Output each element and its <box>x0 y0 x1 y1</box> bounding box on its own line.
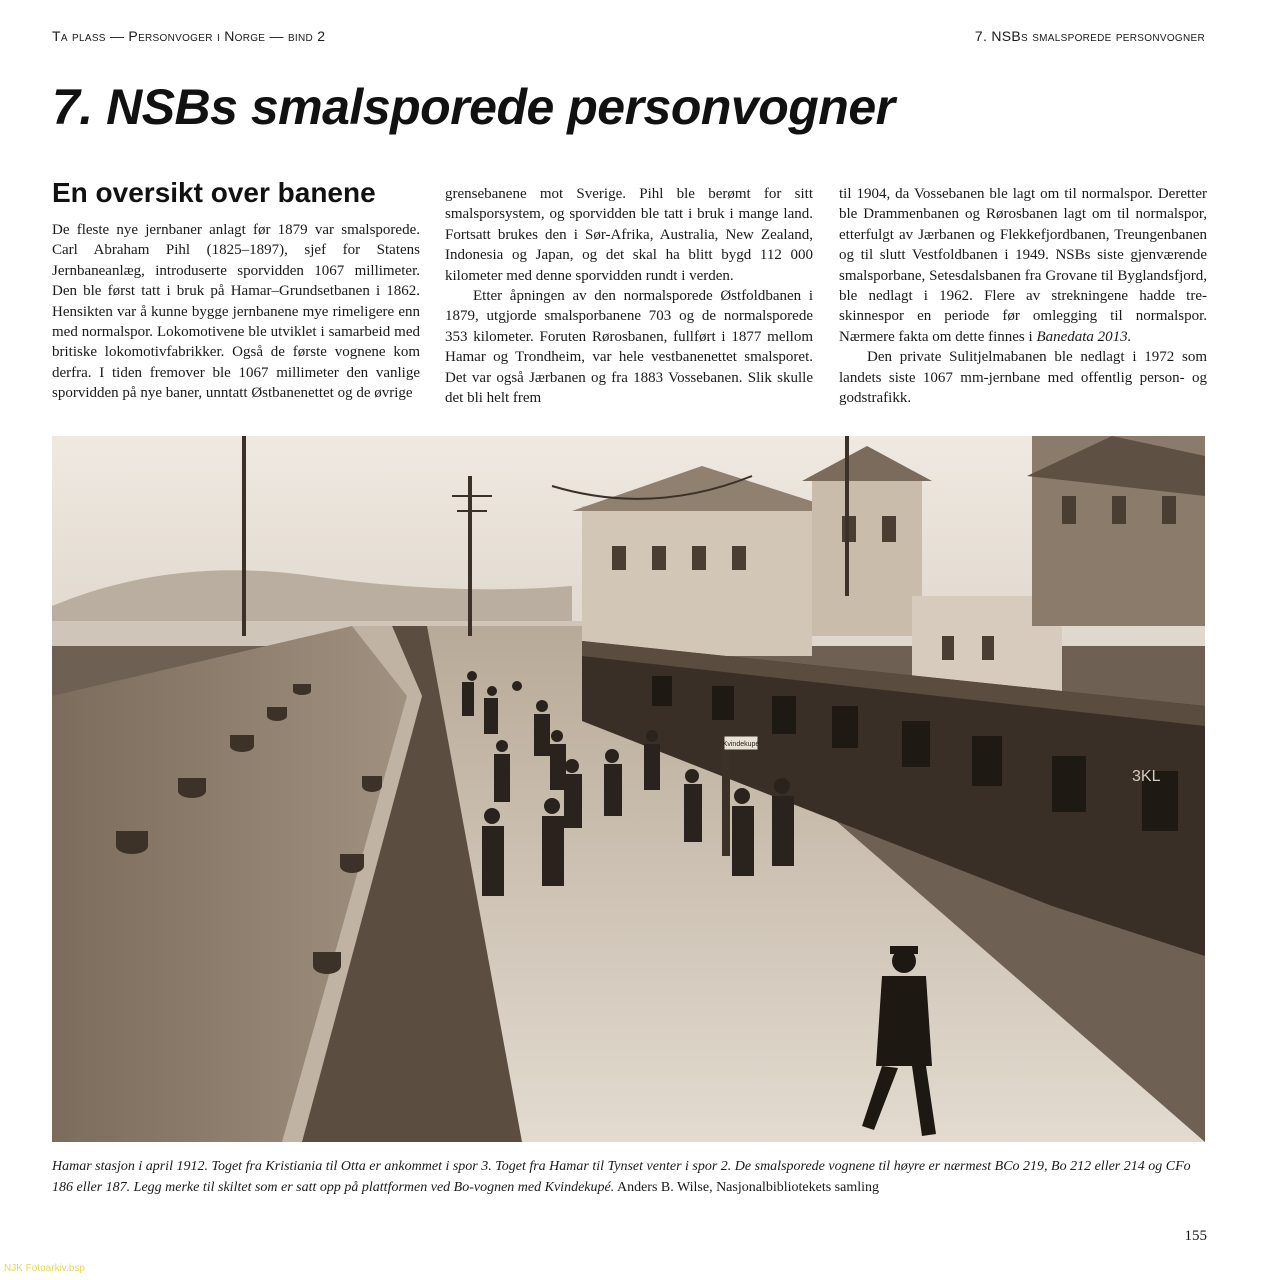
photo-illustration <box>52 436 1205 1142</box>
book-reference: Banedata 2013. <box>1036 328 1132 345</box>
column-1 <box>52 176 420 404</box>
caption-credit: Anders B. Wilse, Nasjonalbibliotekets samling <box>616 1180 879 1195</box>
paragraph: Den private Sulitjelmabanen ble nedlagt i 1972 som landets siste 1067 mm-jernbane med offentlig person- og godstrafikk. <box>839 349 1207 407</box>
body-columns <box>52 176 1207 432</box>
running-head <box>52 28 1205 48</box>
running-head-right: 7. NSBs smalsporede personvogner <box>974 28 1205 44</box>
paragraph-text: til 1904, da Vossebanen ble lagt om til normalspor. Deretter ble Drammenbanen og Rørosbanen lagt om til normalspor, etterfulgt av Jærbanen og Flekkefjordbanen, Treungenbanen og til slutt Vestfoldbanen i 1949. NSBs siste gjenværende smalsporbane, Setesdalsbanen fra Grovane til Byglandsfjord, ble nedlagt i 1962. Flere av strekningene hadde tre-skinnespor en periode før omlegging til normalspor. Nærmere fakta om dette finnes i <box>839 186 1207 345</box>
running-head-left: Ta plass — Personvoger i Norge — bind 2 <box>52 28 326 44</box>
car-class-marking: 3KL <box>1132 768 1161 785</box>
scan-watermark: NJK Fotoarkiv.bsp <box>4 1263 85 1274</box>
column-2 <box>445 184 813 408</box>
photo-caption <box>52 1156 1205 1198</box>
column-3 <box>839 184 1207 408</box>
page-number: 155 <box>1184 1228 1207 1244</box>
chapter-title: 7. NSBs smalsporede personvogner <box>52 79 895 135</box>
paragraph: De fleste nye jernbaner anlagt før 1879 var smalsporede. Carl Abraham Pihl (1825–1897), sjef for Statens Jernbaneanlæg, introduserte sporvidden 1067 millimeter. Den ble først tatt i bruk på Hamar–Grundsetbanen i 1862. Hensikten var å kunne bygge jernbanene mye rimeligere enn med normalspor. Lokomotivene ble utviklet i samarbeid med britiske lokomotivfabrikker. Også de første vognene kom derfra. I tiden fremover ble 1067 millimeter den vanlige sporvidden på nye baner, unntatt Østbanenettet og de øvrige <box>52 222 420 402</box>
station-photograph <box>52 436 1205 1142</box>
caption-text: Hamar stasjon i april 1912. Toget fra Kristiania til Otta er ankommet i spor 3. Toget fra Hamar til Tynset venter i spor 2. De smalsporede vognene til høyre er nærmest BCo 219, Bo 212 eller 214 og CFo 186 eller 187. Legg merke til skiltet som er satt opp på plattformen ved Bo-vognen med Kvindekupé. <box>52 1159 1191 1195</box>
paragraph: grensebanene mot Sverige. Pihl ble berømt for sitt smalsporsystem, og sporvidden ble tatt i bruk i mange land. Fortsatt brukes den i Sør-Afrika, Australia, New Zealand, Indonesia og Japan, og det skal ha blitt bygd 112 000 kilometer med denne sporvidden rundt i verden. <box>445 186 813 284</box>
section-heading: En oversikt over banene <box>52 177 376 208</box>
platform-sign-text: Kvindekupé <box>722 741 760 748</box>
paragraph <box>839 184 1207 347</box>
paragraph: Etter åpningen av den normalsporede Østfoldbanen i 1879, utgjorde smalsporbanene 703 og de normalsporede 353 kilometer. Foruten Rørosbanen, fullført i 1877 mellom Hamar og Trondheim, var hele vestbanenettet smalsporet. Det var også Jærbanen og fra 1883 Vossebanen. Slik skulle det bli helt frem <box>445 288 813 407</box>
